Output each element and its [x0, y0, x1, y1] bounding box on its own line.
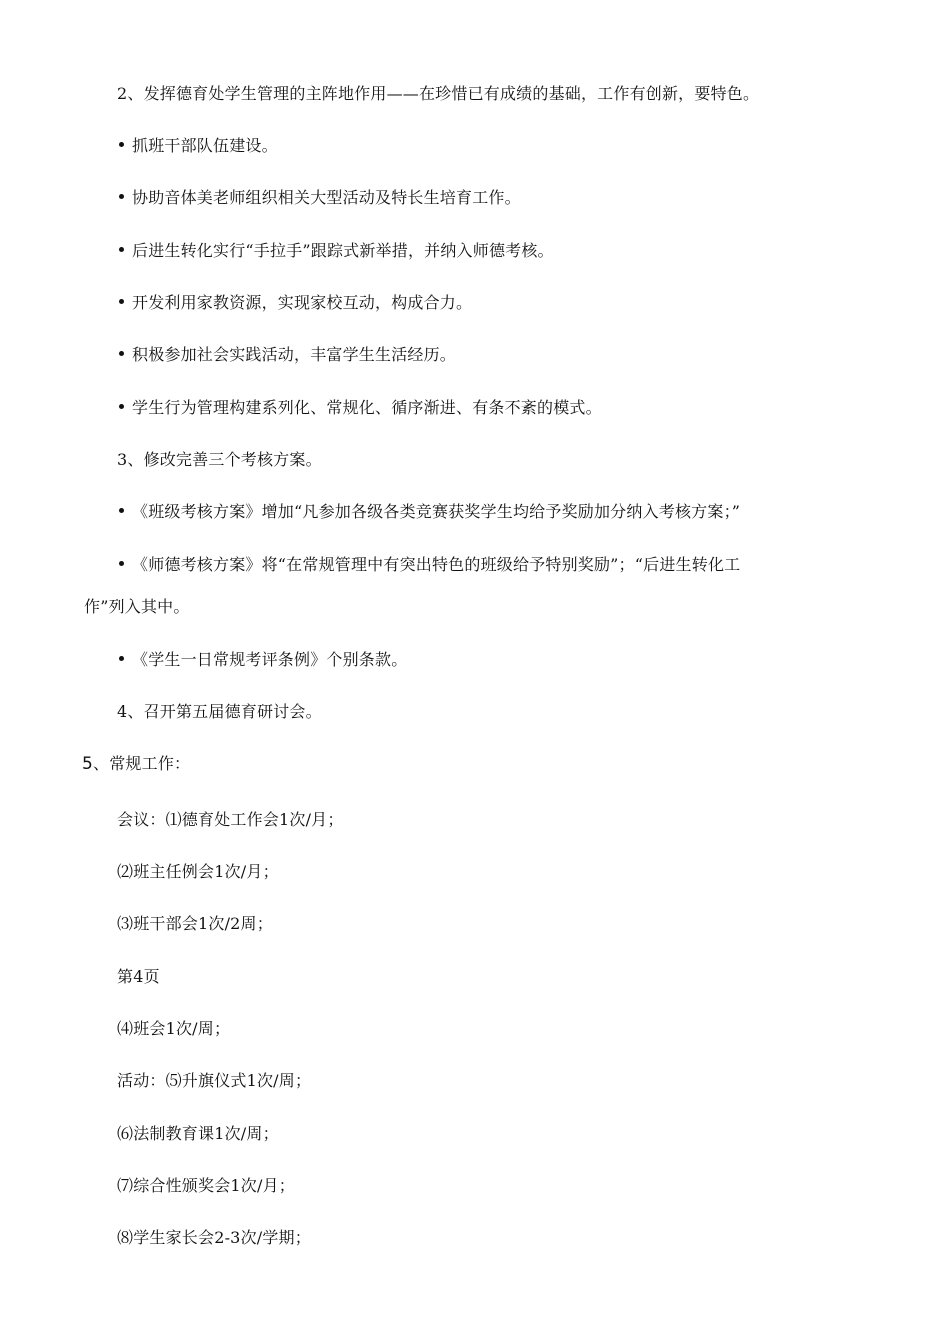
page-number-text: 第4页 [117, 967, 160, 986]
bullet-icon [119, 404, 124, 409]
meeting-text: 会议：⑴德育处工作会1次/月； [117, 810, 344, 829]
bullet-text: 积极参加社会实践活动，丰富学生生活经历。 [132, 345, 457, 364]
page-number [117, 967, 160, 987]
bullet-item [119, 650, 407, 670]
bullet-text: 后进生转化实行“手拉手”跟踪式新举措，并纳入师德考核。 [132, 241, 554, 260]
bullet-icon [119, 142, 124, 147]
activity-text: ⑹法制教育课1次/周； [117, 1124, 279, 1143]
bullet-text: 抓班干部队伍建设。 [132, 136, 278, 155]
activity-item [117, 1176, 295, 1196]
section-5-text: 、常规工作： [93, 754, 191, 773]
activity-item [117, 1124, 279, 1144]
bullet-text: 学生行为管理构建系列化、常规化、循序渐进、有条不紊的模式。 [132, 398, 602, 417]
meeting-text: ⑶班干部会1次/2周； [117, 914, 273, 933]
bullet-text: 《师德考核方案》将“在常规管理中有突出特色的班级给予特别奖励”；“后进生转化工 [132, 555, 741, 574]
bullet-icon [119, 508, 124, 513]
bullet-item [119, 398, 602, 418]
bullet-icon [119, 194, 124, 199]
meeting-item [117, 862, 279, 882]
bullet-item [119, 241, 554, 261]
section-2-text: 2、发挥德育处学生管理的主阵地作用——在珍惜已有成绩的基础，工作有创新，要特色。 [117, 84, 760, 103]
bullet-item [119, 555, 740, 575]
bullet-item [119, 345, 456, 365]
meeting-text: ⑵班主任例会1次/月； [117, 862, 279, 881]
bullet-continuation [84, 597, 190, 617]
activity-text: ⑻学生家长会2-3次/学期； [117, 1228, 311, 1247]
bullet-item [119, 502, 740, 522]
bullet-item [119, 136, 278, 156]
section-3-heading [117, 450, 322, 470]
bullet-text: 协助音体美老师组织相关大型活动及特长生培育工作。 [132, 188, 521, 207]
bullet-icon [119, 299, 124, 304]
meeting-item [117, 1019, 230, 1039]
bullet-icon [119, 656, 124, 661]
bullet-icon [119, 561, 124, 566]
bullet-text: 《学生一日常规考评条例》个别条款。 [132, 650, 408, 669]
meeting-item [117, 914, 273, 934]
activity-text: 活动：⑸升旗仪式1次/周； [117, 1071, 312, 1090]
activity-item [117, 1228, 311, 1248]
bullet-text: 开发利用家教资源，实现家校互动，构成合力。 [132, 293, 473, 312]
meeting-text: ⑷班会1次/周； [117, 1019, 231, 1038]
bullet-icon [119, 247, 124, 252]
section-5-heading [82, 754, 190, 774]
section-2-heading [117, 84, 759, 104]
bullet-item [119, 293, 472, 313]
section-5-number: 5 [82, 754, 94, 774]
section-4-heading [117, 702, 322, 722]
activity-text: ⑺综合性颁奖会1次/月； [117, 1176, 295, 1195]
section-4-text: 4、召开第五届德育研讨会。 [117, 702, 322, 721]
continuation-text: 作”列入其中。 [84, 597, 190, 616]
activity-item [117, 1071, 311, 1091]
section-3-text: 3、修改完善三个考核方案。 [117, 450, 322, 469]
bullet-text: 《班级考核方案》增加“凡参加各级各类竞赛获奖学生均给予奖励加分纳入考核方案；” [132, 502, 741, 521]
bullet-icon [119, 351, 124, 356]
meeting-item [117, 810, 344, 830]
bullet-item [119, 188, 521, 208]
